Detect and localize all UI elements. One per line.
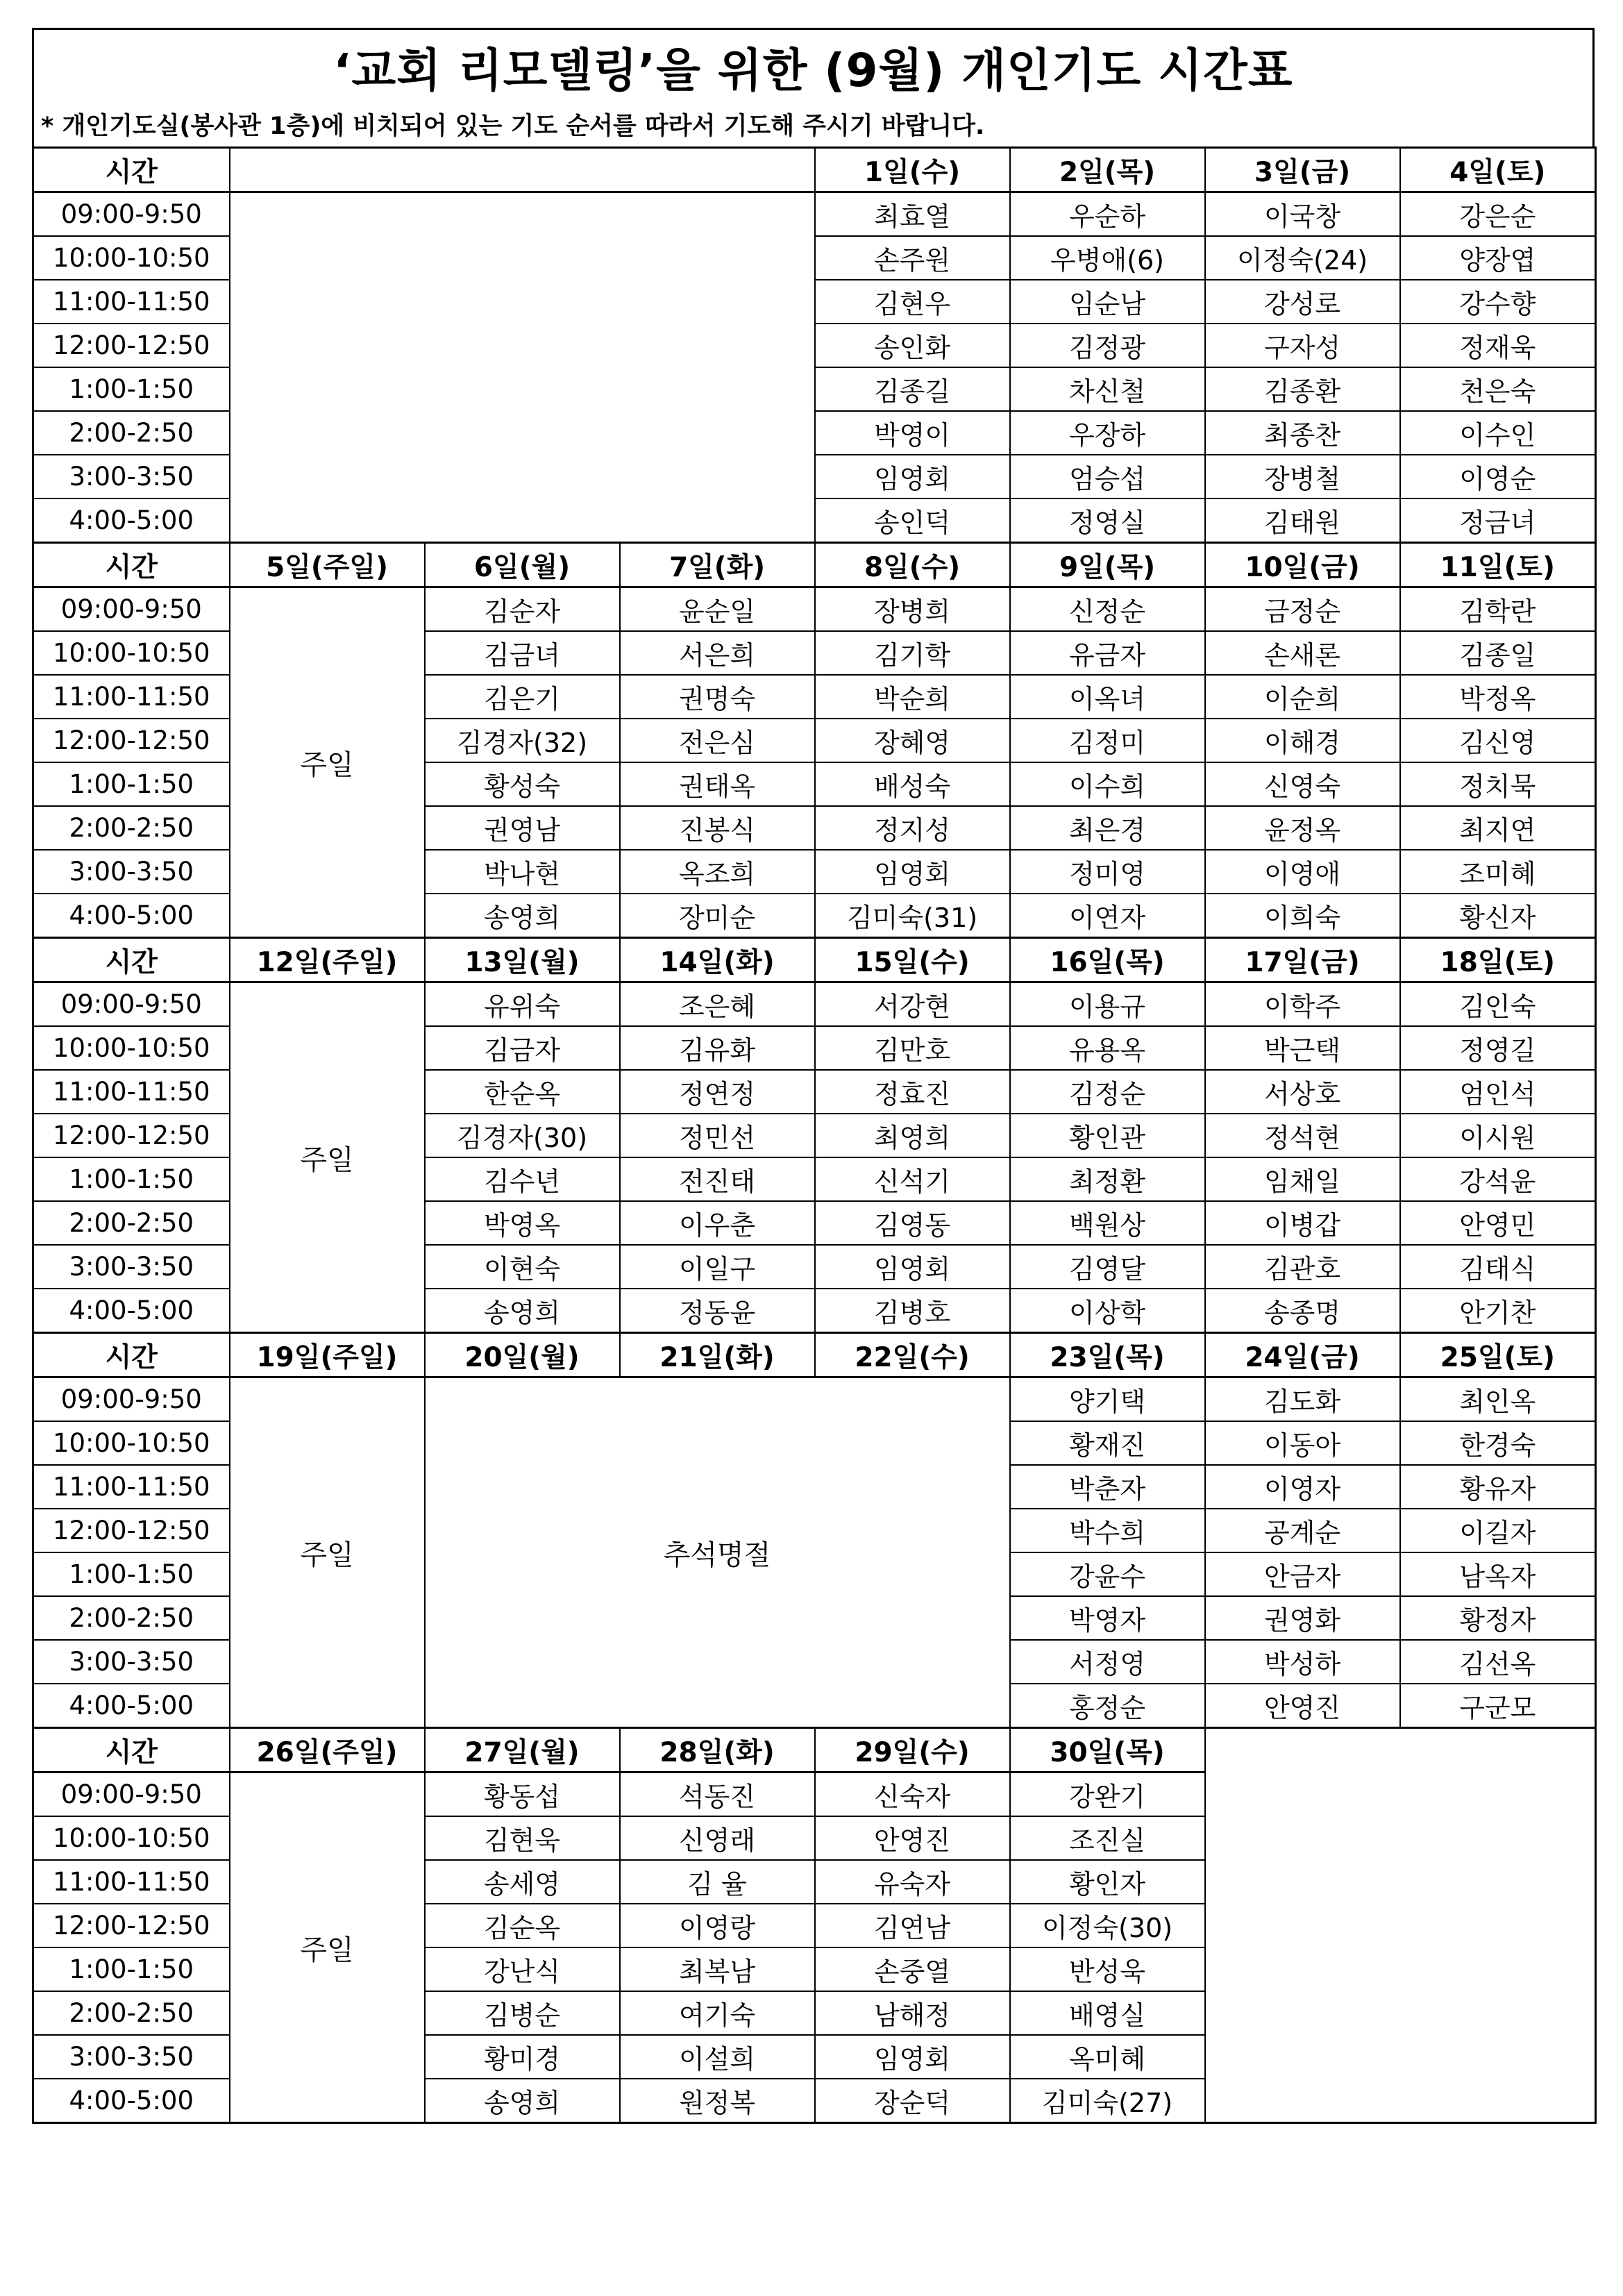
time-slot-cell: 1:00-1:50 (33, 1947, 230, 1991)
week-header-row (33, 1333, 1596, 1377)
name-cell: 최복남 (620, 1947, 815, 1991)
name-cell: 황미경 (425, 2035, 620, 2079)
name-cell: 진봉식 (620, 806, 815, 850)
name-cell: 박영이 (815, 411, 1010, 455)
name-cell: 석동진 (620, 1773, 815, 1817)
name-cell: 배영실 (1010, 1991, 1205, 2035)
name-cell: 이동아 (1205, 1421, 1400, 1465)
time-slot-cell: 12:00-12:50 (33, 1509, 230, 1552)
day-header: 13일(월) (425, 938, 620, 982)
name-cell: 구자성 (1205, 324, 1400, 367)
name-cell: 김학란 (1400, 587, 1596, 632)
name-cell: 김영달 (1010, 1245, 1205, 1289)
name-cell: 신영숙 (1205, 762, 1400, 806)
name-cell: 천은숙 (1400, 367, 1596, 411)
name-cell: 김정순 (1010, 1070, 1205, 1114)
name-cell: 안영진 (1205, 1684, 1400, 1728)
name-cell: 엄인석 (1400, 1070, 1596, 1114)
name-cell: 우순하 (1010, 192, 1205, 237)
time-slot-cell: 4:00-5:00 (33, 894, 230, 938)
name-cell: 임영회 (815, 2035, 1010, 2079)
name-cell: 김정미 (1010, 719, 1205, 762)
table-row (33, 982, 1596, 1027)
day-header: 28일(화) (620, 1728, 815, 1773)
name-cell: 이학주 (1205, 982, 1400, 1027)
name-cell: 손중열 (815, 1947, 1010, 1991)
sunday-cell: 주일 (230, 587, 425, 938)
time-slot-cell: 11:00-11:50 (33, 675, 230, 719)
name-cell: 황정자 (1400, 1596, 1596, 1640)
name-cell: 임영회 (815, 1245, 1010, 1289)
day-header: 6일(월) (425, 543, 620, 587)
name-cell: 김은기 (425, 675, 620, 719)
day-header: 7일(화) (620, 543, 815, 587)
time-slot-cell: 12:00-12:50 (33, 324, 230, 367)
name-cell: 강성로 (1205, 280, 1400, 324)
name-cell: 정연정 (620, 1070, 815, 1114)
name-cell: 임채일 (1205, 1157, 1400, 1201)
name-cell: 임영회 (815, 850, 1010, 894)
name-cell: 김종일 (1400, 631, 1596, 675)
name-cell: 이순희 (1205, 675, 1400, 719)
name-cell: 박근택 (1205, 1026, 1400, 1070)
name-cell: 신정순 (1010, 587, 1205, 632)
name-cell: 엄승섭 (1010, 455, 1205, 498)
name-cell: 최정환 (1010, 1157, 1205, 1201)
name-cell: 최지연 (1400, 806, 1596, 850)
name-cell: 김영동 (815, 1201, 1010, 1245)
time-slot-cell: 09:00-9:50 (33, 587, 230, 632)
sunday-cell: 주일 (230, 982, 425, 1333)
time-slot-cell: 11:00-11:50 (33, 280, 230, 324)
time-header: 시간 (33, 1333, 230, 1377)
day-header: 26일(주일) (230, 1728, 425, 1773)
name-cell: 정효진 (815, 1070, 1010, 1114)
time-slot-cell: 10:00-10:50 (33, 1816, 230, 1860)
name-cell: 김경자(32) (425, 719, 620, 762)
name-cell: 김관호 (1205, 1245, 1400, 1289)
day-header: 24일(금) (1205, 1333, 1400, 1377)
day-header: 20일(월) (425, 1333, 620, 1377)
name-cell: 김유화 (620, 1026, 815, 1070)
name-cell: 이희숙 (1205, 894, 1400, 938)
name-cell: 정재욱 (1400, 324, 1596, 367)
name-cell: 김현욱 (425, 1816, 620, 1860)
name-cell: 신영래 (620, 1816, 815, 1860)
name-cell: 신석기 (815, 1157, 1010, 1201)
name-cell: 서정영 (1010, 1640, 1205, 1684)
name-cell: 옥미혜 (1010, 2035, 1205, 2079)
time-slot-cell: 11:00-11:50 (33, 1860, 230, 1904)
empty-block (230, 192, 815, 543)
name-cell: 백원상 (1010, 1201, 1205, 1245)
name-cell: 송인화 (815, 324, 1010, 367)
name-cell: 장순덕 (815, 2079, 1010, 2123)
name-cell: 이병갑 (1205, 1201, 1400, 1245)
day-header: 10일(금) (1205, 543, 1400, 587)
name-cell: 김순옥 (425, 1904, 620, 1947)
name-cell: 이일구 (620, 1245, 815, 1289)
name-cell: 구군모 (1400, 1684, 1596, 1728)
name-cell: 최효열 (815, 192, 1010, 237)
name-cell: 이영랑 (620, 1904, 815, 1947)
name-cell: 정치묵 (1400, 762, 1596, 806)
time-header: 시간 (33, 1728, 230, 1773)
name-cell: 김순자 (425, 587, 620, 632)
time-slot-cell: 12:00-12:50 (33, 1904, 230, 1947)
name-cell: 이국창 (1205, 192, 1400, 237)
time-slot-cell: 2:00-2:50 (33, 806, 230, 850)
name-cell: 강석윤 (1400, 1157, 1596, 1201)
name-cell: 김정광 (1010, 324, 1205, 367)
name-cell: 남해정 (815, 1991, 1010, 2035)
name-cell: 황유자 (1400, 1465, 1596, 1509)
name-cell: 조미혜 (1400, 850, 1596, 894)
holiday-cell: 추석명절 (425, 1377, 1010, 1728)
empty-header-cell (230, 148, 815, 192)
time-slot-cell: 4:00-5:00 (33, 498, 230, 543)
name-cell: 이영자 (1205, 1465, 1400, 1509)
name-cell: 장미순 (620, 894, 815, 938)
name-cell: 최종찬 (1205, 411, 1400, 455)
name-cell: 이해경 (1205, 719, 1400, 762)
name-cell: 김만호 (815, 1026, 1010, 1070)
name-cell: 김종길 (815, 367, 1010, 411)
name-cell: 박순희 (815, 675, 1010, 719)
name-cell: 권영남 (425, 806, 620, 850)
name-cell: 손주원 (815, 236, 1010, 280)
name-cell: 김수년 (425, 1157, 620, 1201)
name-cell: 우장하 (1010, 411, 1205, 455)
time-slot-cell: 12:00-12:50 (33, 1114, 230, 1157)
name-cell: 조진실 (1010, 1816, 1205, 1860)
name-cell: 김미숙(31) (815, 894, 1010, 938)
name-cell: 박수희 (1010, 1509, 1205, 1552)
name-cell: 정영길 (1400, 1026, 1596, 1070)
name-cell: 김미숙(27) (1010, 2079, 1205, 2123)
name-cell: 윤순일 (620, 587, 815, 632)
name-cell: 김현우 (815, 280, 1010, 324)
day-header: 11일(토) (1400, 543, 1596, 587)
time-slot-cell: 11:00-11:50 (33, 1070, 230, 1114)
name-cell: 원정복 (620, 2079, 815, 2123)
name-cell: 이설희 (620, 2035, 815, 2079)
time-slot-cell: 10:00-10:50 (33, 236, 230, 280)
table-row (33, 587, 1596, 632)
name-cell: 윤정옥 (1205, 806, 1400, 850)
name-cell: 우병애(6) (1010, 236, 1205, 280)
name-cell: 이길자 (1400, 1509, 1596, 1552)
name-cell: 김 율 (620, 1860, 815, 1904)
instruction-note: * 개인기도실(봉사관 1층)에 비치되어 있는 기도 순서를 따라서 기도해 주시기 바랍니다. (32, 102, 1595, 146)
name-cell: 전은심 (620, 719, 815, 762)
name-cell: 정지성 (815, 806, 1010, 850)
name-cell: 여기숙 (620, 1991, 815, 2035)
time-slot-cell: 3:00-3:50 (33, 2035, 230, 2079)
name-cell: 최영희 (815, 1114, 1010, 1157)
day-header: 9일(목) (1010, 543, 1205, 587)
name-cell: 정석현 (1205, 1114, 1400, 1157)
name-cell: 차신철 (1010, 367, 1205, 411)
name-cell: 황재진 (1010, 1421, 1205, 1465)
name-cell: 배성숙 (815, 762, 1010, 806)
name-cell: 반성욱 (1010, 1947, 1205, 1991)
day-header: 5일(주일) (230, 543, 425, 587)
name-cell: 조은혜 (620, 982, 815, 1027)
time-slot-cell: 4:00-5:00 (33, 1684, 230, 1728)
time-slot-cell: 4:00-5:00 (33, 1289, 230, 1333)
time-header: 시간 (33, 938, 230, 982)
name-cell: 박영자 (1010, 1596, 1205, 1640)
prayer-schedule-table (32, 146, 1597, 2124)
time-slot-cell: 10:00-10:50 (33, 631, 230, 675)
name-cell: 이연자 (1010, 894, 1205, 938)
week-header-row (33, 1728, 1596, 1773)
day-header: 4일(토) (1400, 148, 1596, 192)
name-cell: 김태식 (1400, 1245, 1596, 1289)
name-cell: 안금자 (1205, 1552, 1400, 1596)
time-slot-cell: 1:00-1:50 (33, 367, 230, 411)
name-cell: 서강현 (815, 982, 1010, 1027)
name-cell: 박춘자 (1010, 1465, 1205, 1509)
time-header: 시간 (33, 543, 230, 587)
name-cell: 서은희 (620, 631, 815, 675)
name-cell: 송세영 (425, 1860, 620, 1904)
time-slot-cell: 4:00-5:00 (33, 2079, 230, 2123)
name-cell: 이시원 (1400, 1114, 1596, 1157)
day-header: 30일(목) (1010, 1728, 1205, 1773)
name-cell: 권영화 (1205, 1596, 1400, 1640)
week-header-row (33, 148, 1596, 192)
day-header: 15일(수) (815, 938, 1010, 982)
day-header: 12일(주일) (230, 938, 425, 982)
time-slot-cell: 11:00-11:50 (33, 1465, 230, 1509)
name-cell: 전진태 (620, 1157, 815, 1201)
name-cell: 유용옥 (1010, 1026, 1205, 1070)
day-header: 19일(주일) (230, 1333, 425, 1377)
time-slot-cell: 10:00-10:50 (33, 1421, 230, 1465)
time-slot-cell: 2:00-2:50 (33, 411, 230, 455)
day-header: 21일(화) (620, 1333, 815, 1377)
day-header: 8일(수) (815, 543, 1010, 587)
name-cell: 강난식 (425, 1947, 620, 1991)
name-cell: 이현숙 (425, 1245, 620, 1289)
day-header: 1일(수) (815, 148, 1010, 192)
name-cell: 황동섭 (425, 1773, 620, 1817)
name-cell: 송영희 (425, 1289, 620, 1333)
name-cell: 김선옥 (1400, 1640, 1596, 1684)
name-cell: 김병순 (425, 1991, 620, 2035)
name-cell: 최은경 (1010, 806, 1205, 850)
name-cell: 공계순 (1205, 1509, 1400, 1552)
name-cell: 박영옥 (425, 1201, 620, 1245)
name-cell: 송영희 (425, 894, 620, 938)
time-slot-cell: 09:00-9:50 (33, 982, 230, 1027)
name-cell: 임영회 (815, 455, 1010, 498)
time-header: 시간 (33, 148, 230, 192)
name-cell: 이용규 (1010, 982, 1205, 1027)
time-slot-cell: 2:00-2:50 (33, 1201, 230, 1245)
time-slot-cell: 1:00-1:50 (33, 1552, 230, 1596)
name-cell: 금정순 (1205, 587, 1400, 632)
name-cell: 강수향 (1400, 280, 1596, 324)
page-title: ‘교회 리모델링’을 위한 (9월) 개인기도 시간표 (32, 28, 1595, 102)
name-cell: 장병철 (1205, 455, 1400, 498)
name-cell: 강윤수 (1010, 1552, 1205, 1596)
name-cell: 유숙자 (815, 1860, 1010, 1904)
name-cell: 장병희 (815, 587, 1010, 632)
time-slot-cell: 3:00-3:50 (33, 1245, 230, 1289)
name-cell: 황성숙 (425, 762, 620, 806)
name-cell: 양장엽 (1400, 236, 1596, 280)
day-header: 23일(목) (1010, 1333, 1205, 1377)
table-row (33, 1377, 1596, 1422)
name-cell: 이정숙(24) (1205, 236, 1400, 280)
name-cell: 이수희 (1010, 762, 1205, 806)
name-cell: 이수인 (1400, 411, 1596, 455)
name-cell: 정동윤 (620, 1289, 815, 1333)
name-cell: 안영민 (1400, 1201, 1596, 1245)
time-slot-cell: 09:00-9:50 (33, 192, 230, 237)
day-header: 16일(목) (1010, 938, 1205, 982)
name-cell: 김병호 (815, 1289, 1010, 1333)
name-cell: 김경자(30) (425, 1114, 620, 1157)
name-cell: 김인숙 (1400, 982, 1596, 1027)
name-cell: 김금자 (425, 1026, 620, 1070)
name-cell: 임순남 (1010, 280, 1205, 324)
time-slot-cell: 1:00-1:50 (33, 762, 230, 806)
day-header: 22일(수) (815, 1333, 1010, 1377)
name-cell: 양기택 (1010, 1377, 1205, 1422)
name-cell: 신숙자 (815, 1773, 1010, 1817)
day-header: 18일(토) (1400, 938, 1596, 982)
name-cell: 이옥녀 (1010, 675, 1205, 719)
name-cell: 송인덕 (815, 498, 1010, 543)
time-slot-cell: 10:00-10:50 (33, 1026, 230, 1070)
name-cell: 이우춘 (620, 1201, 815, 1245)
empty-block (1205, 1728, 1596, 2123)
sunday-cell: 주일 (230, 1377, 425, 1728)
day-header: 2일(목) (1010, 148, 1205, 192)
name-cell: 이상학 (1010, 1289, 1205, 1333)
schedule-sheet (32, 28, 1595, 2124)
name-cell: 김종환 (1205, 367, 1400, 411)
name-cell: 박나현 (425, 850, 620, 894)
name-cell: 강은순 (1400, 192, 1596, 237)
name-cell: 송영희 (425, 2079, 620, 2123)
name-cell: 최인옥 (1400, 1377, 1596, 1422)
name-cell: 정민선 (620, 1114, 815, 1157)
name-cell: 장혜영 (815, 719, 1010, 762)
name-cell: 정영실 (1010, 498, 1205, 543)
time-slot-cell: 3:00-3:50 (33, 1640, 230, 1684)
name-cell: 이정숙(30) (1010, 1904, 1205, 1947)
time-slot-cell: 12:00-12:50 (33, 719, 230, 762)
week-header-row (33, 543, 1596, 587)
name-cell: 김신영 (1400, 719, 1596, 762)
time-slot-cell: 09:00-9:50 (33, 1773, 230, 1817)
name-cell: 김연남 (815, 1904, 1010, 1947)
day-header: 29일(수) (815, 1728, 1010, 1773)
name-cell: 정미영 (1010, 850, 1205, 894)
table-row (33, 192, 1596, 237)
name-cell: 유위숙 (425, 982, 620, 1027)
time-slot-cell: 3:00-3:50 (33, 850, 230, 894)
sunday-cell: 주일 (230, 1773, 425, 2123)
name-cell: 이영순 (1400, 455, 1596, 498)
day-header: 14일(화) (620, 938, 815, 982)
name-cell: 한순옥 (425, 1070, 620, 1114)
name-cell: 김태원 (1205, 498, 1400, 543)
name-cell: 유금자 (1010, 631, 1205, 675)
day-header: 27일(월) (425, 1728, 620, 1773)
name-cell: 김도화 (1205, 1377, 1400, 1422)
day-header: 17일(금) (1205, 938, 1400, 982)
name-cell: 정금녀 (1400, 498, 1596, 543)
name-cell: 김기학 (815, 631, 1010, 675)
name-cell: 박정옥 (1400, 675, 1596, 719)
name-cell: 홍정순 (1010, 1684, 1205, 1728)
name-cell: 서상호 (1205, 1070, 1400, 1114)
name-cell: 손새론 (1205, 631, 1400, 675)
name-cell: 황신자 (1400, 894, 1596, 938)
time-slot-cell: 09:00-9:50 (33, 1377, 230, 1422)
name-cell: 강완기 (1010, 1773, 1205, 1817)
day-header: 25일(토) (1400, 1333, 1596, 1377)
name-cell: 안영진 (815, 1816, 1010, 1860)
week-header-row (33, 938, 1596, 982)
name-cell: 황인자 (1010, 1860, 1205, 1904)
name-cell: 권태옥 (620, 762, 815, 806)
time-slot-cell: 3:00-3:50 (33, 455, 230, 498)
name-cell: 황인관 (1010, 1114, 1205, 1157)
time-slot-cell: 2:00-2:50 (33, 1991, 230, 2035)
name-cell: 김금녀 (425, 631, 620, 675)
day-header: 3일(금) (1205, 148, 1400, 192)
name-cell: 권명숙 (620, 675, 815, 719)
time-slot-cell: 1:00-1:50 (33, 1157, 230, 1201)
name-cell: 남옥자 (1400, 1552, 1596, 1596)
time-slot-cell: 2:00-2:50 (33, 1596, 230, 1640)
name-cell: 이영애 (1205, 850, 1400, 894)
name-cell: 송종명 (1205, 1289, 1400, 1333)
name-cell: 한경숙 (1400, 1421, 1596, 1465)
name-cell: 옥조희 (620, 850, 815, 894)
name-cell: 안기찬 (1400, 1289, 1596, 1333)
name-cell: 박성하 (1205, 1640, 1400, 1684)
